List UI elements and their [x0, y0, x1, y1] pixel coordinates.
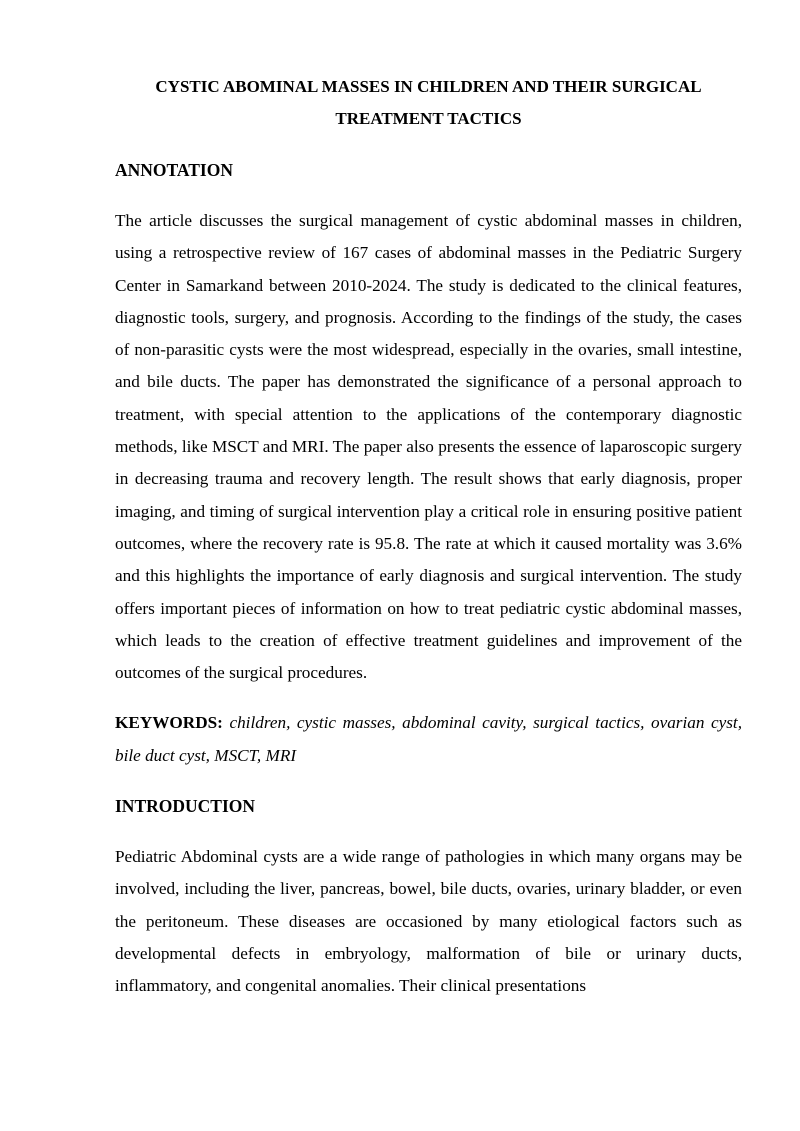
- introduction-heading: INTRODUCTION: [115, 796, 256, 817]
- document-page: [115, 71, 742, 1003]
- keywords-line: [115, 707, 742, 772]
- keywords-label: KEYWORDS:: [115, 713, 223, 733]
- paper-title: CYSTIC ABOMINAL MASSES IN CHILDREN AND THEIR SURGICAL TREATMENT TACTICS: [155, 77, 702, 128]
- introduction-paragraph: Pediatric Abdominal cysts are a wide range of pathologies in which many organs may be involved, including the liver, pancreas, bowel, bile ducts, ovaries, urinary bladder, or even the peritoneum. These diseases are occasioned by many etiological factors such as developmental defects in embryology, malformation of bile or urinary ducts, inflammatory, and congenital anomalies. Their clinical presentations: [115, 847, 742, 996]
- annotation-heading: ANNOTATION: [115, 160, 233, 180]
- annotation-paragraph: The article discusses the surgical management of cystic abdominal masses in children, using a retrospective review of 167 cases of abdominal masses in the Pediatric Surgery Center in Samarkand between 2010-2024. The study is dedicated to the clinical features, diagnostic tools, surgery, and prognosis. According to the findings of the study, the cases of non-parasitic cysts were the most widespread, especially in the ovaries, small intestine, and bile ducts. The paper has demonstrated the significance of a personal approach to treatment, with special attention to the applications of the contemporary diagnostic methods, like MSCT and MRI. The paper also presents the essence of laparoscopic surgery in decreasing trauma and recovery length. The result shows that early diagnosis, proper imaging, and timing of surgical intervention play a critical role in ensuring positive patient outcomes, where the recovery rate is 95.8. The rate at which it caused mortality was 3.6% and this highlights the importance of early diagnosis and surgical intervention. The study offers important pieces of information on how to treat pediatric cystic abdominal masses, which leads to the creation of effective treatment guidelines and improvement of the outcomes of the surgical procedures.: [115, 211, 742, 683]
- keywords-list: children, cystic masses, abdominal cavity, surgical tactics, ovarian cyst, bile duct cyst, MSCT, MRI: [115, 713, 742, 765]
